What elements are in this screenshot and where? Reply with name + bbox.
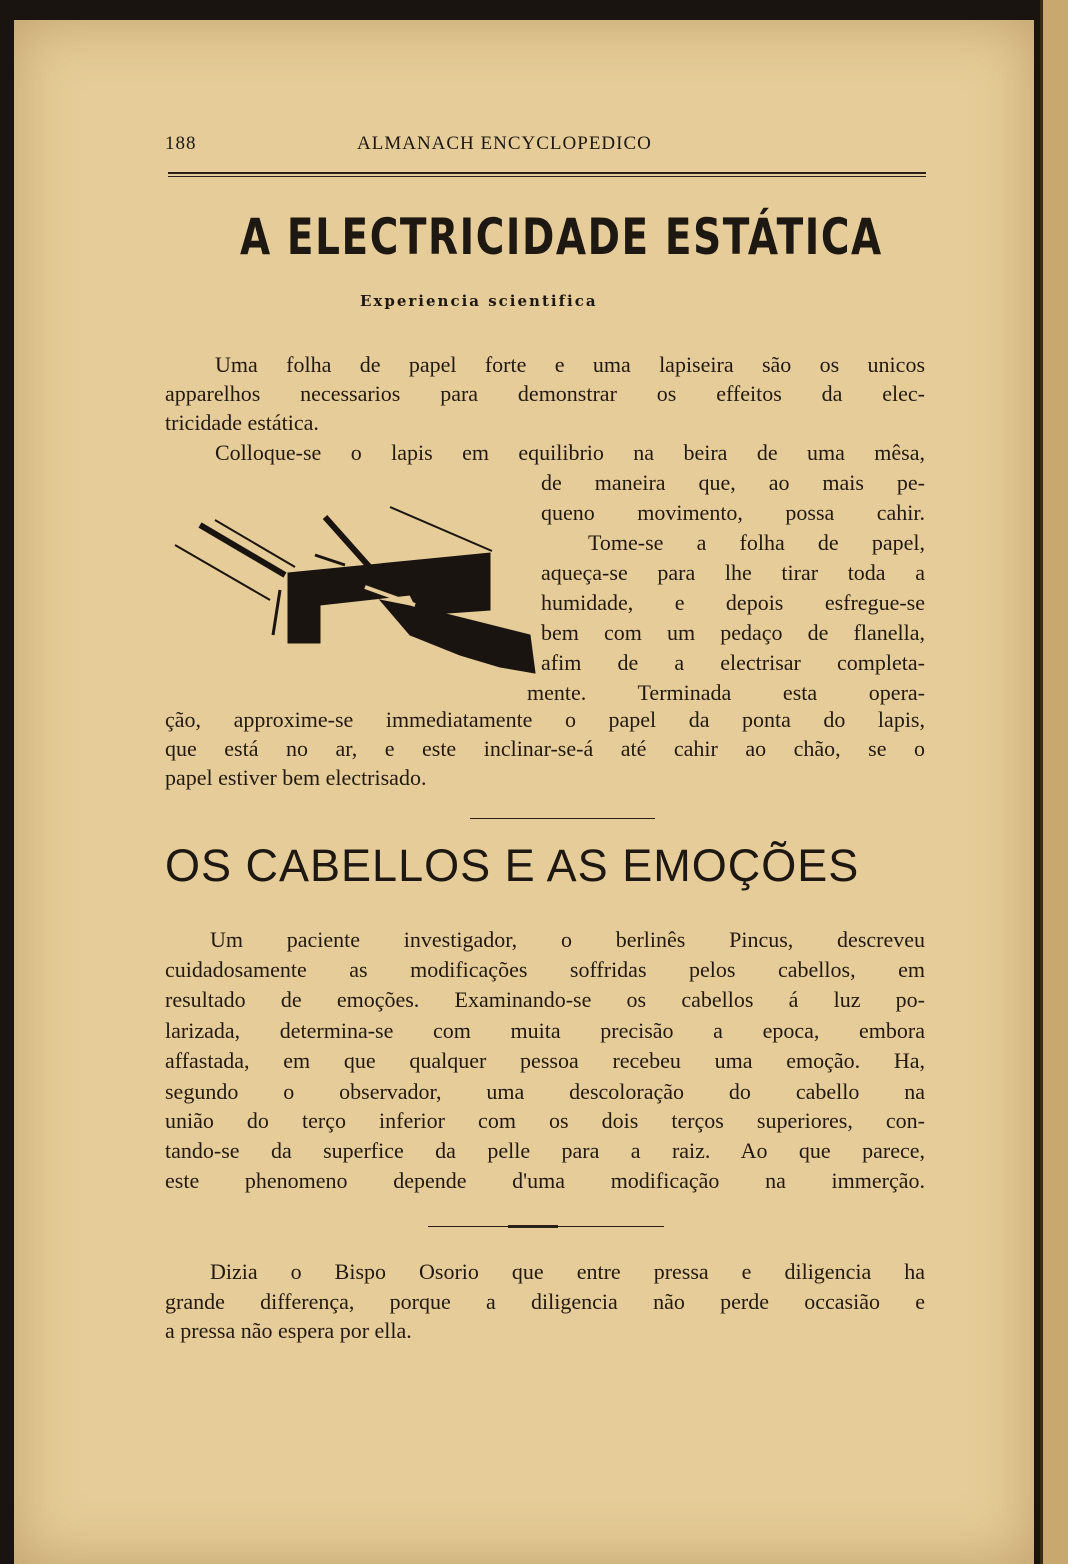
text-line: união do terço inferior com os dois terços superiores, con- [165, 1108, 925, 1133]
text-line: este phenomeno depende d'uma modificação na immerção. [165, 1168, 925, 1193]
running-title: ALMANACH ENCYCLOPEDICO [357, 133, 652, 154]
text-line: papel estiver bem electrisado. [165, 765, 427, 790]
text-line: a pressa não espera por ella. [165, 1318, 412, 1343]
text-line: de maneira que, ao mais pe- [541, 470, 925, 495]
text-line: resultado de emoções. Examinando-se os cabellos á luz po- [165, 987, 925, 1012]
page-number: 188 [165, 133, 197, 154]
text-line: cuidadosamente as modificações soffridas pelos cabellos, em [165, 957, 925, 982]
text-line: Dizia o Bispo Osorio que entre pressa e diligencia ha [210, 1259, 925, 1284]
text-line: Tome-se a folha de papel, [588, 530, 925, 555]
text-line: humidade, e depois esfregue-se [541, 590, 925, 615]
header-rule-thin [168, 176, 926, 177]
section-divider-mark [508, 1225, 558, 1228]
text-line: aqueça-se para lhe tirar toda a [541, 560, 925, 585]
text-line: grande differença, porque a diligencia não perde occasião e [165, 1289, 925, 1314]
adjacent-page-edge [1040, 0, 1068, 1564]
article-title: OS CABELLOS E AS EMOÇÕES [165, 840, 860, 891]
text-line: tricidade estática. [165, 410, 319, 435]
text-line: afim de a electrisar completa- [541, 650, 925, 675]
article-subtitle: Experiencia scientifica [360, 292, 598, 310]
text-line: segundo o observador, uma descoloração do cabello na [165, 1079, 925, 1104]
text-line: mente. Terminada esta opera- [527, 680, 925, 705]
text-line: bem com um pedaço de flanella, [541, 620, 925, 645]
text-line: queno movimento, possa cahir. [541, 500, 925, 525]
text-line: ção, approxime-se immediatamente o papel da ponta do lapis, [165, 707, 925, 732]
header-rule [168, 172, 926, 174]
text-line: tando-se da superfice da pelle para a raiz. Ao que parece, [165, 1138, 925, 1163]
text-line: affastada, em que qualquer pessoa recebeu uma emoção. Ha, [165, 1048, 925, 1073]
article-title: A ELECTRICIDADE ESTÁTICA [240, 208, 883, 266]
illustration-pencil-on-table [170, 495, 540, 685]
text-line: que está no ar, e este inclinar-se-á até cahir ao chão, se o [165, 736, 925, 761]
text-line: Um paciente investigador, o berlinês Pincus, descreveu [210, 927, 925, 952]
text-line: Colloque-se o lapis em equilibrio na beira de uma mêsa, [215, 440, 925, 465]
text-line: apparelhos necessarios para demonstrar os effeitos da elec- [165, 381, 925, 406]
text-line: Uma folha de papel forte e uma lapiseira são os unicos [215, 352, 925, 377]
text-line: larizada, determina-se com muita precisão a epoca, embora [165, 1018, 925, 1043]
section-divider [470, 818, 655, 819]
